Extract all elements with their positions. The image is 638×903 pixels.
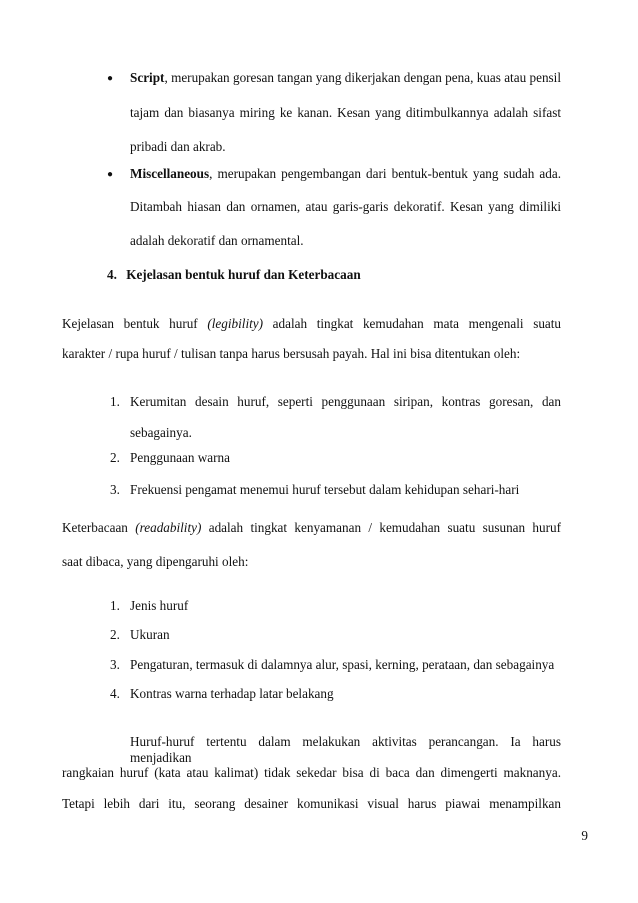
list-item: Frekuensi pengamat menemui huruf tersebut dalam kehidupan sehari-hari: [130, 482, 520, 497]
page-number: 9: [581, 828, 588, 843]
list-number: 4.: [110, 686, 120, 701]
list-item: Penggunaan warna: [130, 450, 230, 465]
bullet-item-script: [130, 70, 561, 86]
list-item: Jenis huruf: [130, 598, 189, 613]
bullet-text: , merupakan goresan tangan yang dikerjakan dengan pena, kuas atau pensil: [164, 70, 561, 85]
legibility-paragraph-line: Kejelasan bentuk huruf (legibility) adalah tingkat kemudahan mata mengenali suatu: [62, 316, 562, 331]
legibility-paragraph-line: karakter / rupa huruf / tulisan tanpa harus bersusah payah. Hal ini bisa ditentukan oleh:: [62, 346, 521, 361]
bullet-item-miscellaneous: [130, 166, 561, 182]
readability-term: (readability): [135, 520, 202, 535]
list-item-continued: sebagainya.: [130, 425, 192, 440]
list-number: 1.: [110, 598, 120, 613]
legibility-term: (legibility): [207, 316, 264, 331]
list-number: 1.: [110, 394, 120, 409]
closing-paragraph-line: Huruf-huruf tertentu dalam melakukan aktivitas perancangan. Ia harus menjadikan: [130, 734, 561, 765]
list-item: Pengaturan, termasuk di dalamnya alur, spasi, kerning, perataan, dan sebagainya: [130, 657, 555, 672]
bullet-text-line: Ditambah hiasan dan ornamen, atau garis-garis dekoratif. Kesan yang dimiliki: [130, 199, 561, 214]
list-number: 3.: [110, 657, 120, 672]
bullet-term: Script: [130, 70, 165, 85]
bullet-text: , merupakan pengembangan dari bentuk-bentuk yang sudah ada.: [209, 166, 561, 181]
bullet-icon: ●: [107, 73, 114, 84]
list-item: Ukuran: [130, 627, 170, 642]
section-title: Kejelasan bentuk huruf dan Keterbacaan: [126, 267, 361, 282]
section-number: 4.: [107, 267, 117, 282]
list-item: Kontras warna terhadap latar belakang: [130, 686, 334, 701]
bullet-text-line: pribadi dan akrab.: [130, 139, 226, 154]
closing-paragraph-line: Tetapi lebih dari itu, seorang desainer komunikasi visual harus piawai menampilkan: [62, 796, 561, 811]
closing-paragraph-line: rangkaian huruf (kata atau kalimat) tidak sekedar bisa di baca dan dimengerti maknanya.: [62, 765, 561, 780]
section-heading: [107, 267, 361, 283]
list-number: 3.: [110, 482, 120, 497]
list-item: Kerumitan desain huruf, seperti penggunaan siripan, kontras goresan, dan: [130, 394, 561, 409]
bullet-text-line: tajam dan biasanya miring ke kanan. Kesan yang ditimbulkannya adalah sifast: [130, 105, 561, 120]
bullet-icon: ●: [107, 169, 114, 180]
readability-paragraph-line: saat dibaca, yang dipengaruhi oleh:: [62, 554, 249, 569]
bullet-text-line: adalah dekoratif dan ornamental.: [130, 233, 304, 248]
list-number: 2.: [110, 627, 120, 642]
readability-paragraph-line: Keterbacaan (readability) adalah tingkat kenyamanan / kemudahan suatu susunan huruf: [62, 520, 561, 535]
list-number: 2.: [110, 450, 120, 465]
bullet-term: Miscellaneous: [130, 166, 210, 181]
